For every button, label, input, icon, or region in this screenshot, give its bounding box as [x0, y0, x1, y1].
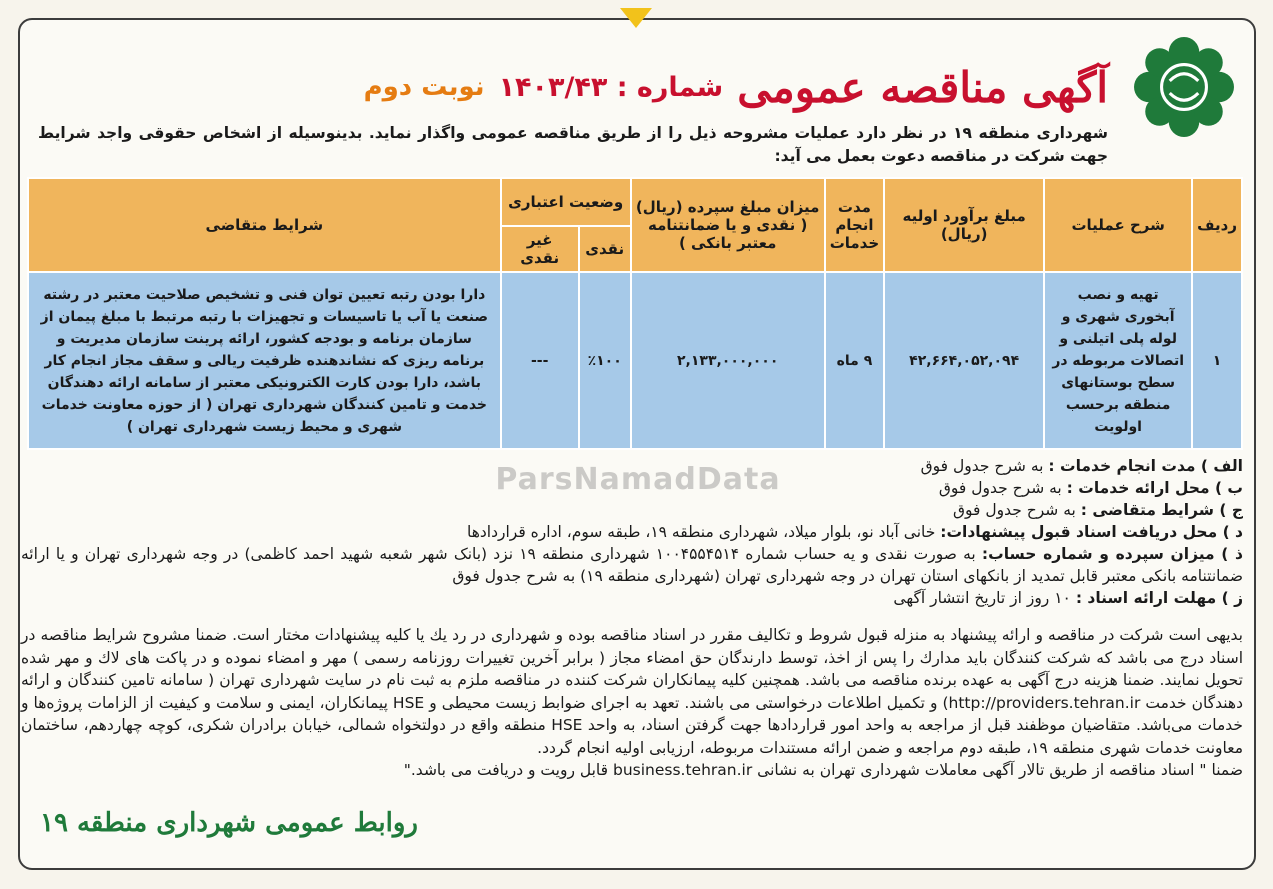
header-deposit: میزان مبلغ سپرده (ریال) ( نقدی و یا ضمانتنامه معتبر بانکی ): [631, 178, 825, 272]
intro-paragraph: [38, 122, 1108, 168]
header-cash: نقدی: [579, 226, 631, 272]
providers-link[interactable]: http://providers.tehran.ir: [948, 693, 1141, 712]
header-description: شرح عملیات: [1044, 178, 1192, 272]
cell-conditions: دارا بودن رتبه تعیین توان فنی و تشخیص صلاحیت معتبر در رشته صنعت یا آب یا تاسیسات و تجهیزات با رتبه مرتبط با مبلغ پیمان از سازمان برنامه و بودجه کشور، ارائه پرینت سازمان مدیریت و برنامه ریزی که نشاندهنده ظرفیت ریالی و سقف مجاز انجام کار باشد، دارا بودن کارت الکترونیکی معتبر از سامانه ارائه دهندگان خدمت و تامین کنندگان شهرداری تهران ( از حوزه معاونت خدمات شهری و محیط زیست شهرداری تهران ): [28, 272, 501, 449]
header-credit-status: وضعیت اعتباری: [501, 178, 631, 226]
municipality-logo-icon: [1133, 36, 1235, 138]
cell-noncash: ---: [501, 272, 579, 449]
business-link[interactable]: business.tehran.ir: [612, 761, 753, 779]
header-estimate: مبلغ برآورد اولیه (ریال): [884, 178, 1044, 272]
cell-duration: ۹ ماه: [825, 272, 884, 449]
table-row: [28, 272, 1242, 449]
arrow-marker-icon: [620, 8, 652, 28]
cell-cash: ٪۱۰۰: [579, 272, 631, 449]
cell-description: تهیه و نصب آبخوری شهری و لوله پلی اتیلنی و اتصالات مربوطه در سطح بوستانهای منطقه برحسب اولویت: [1044, 272, 1192, 449]
clause-item: الف ) مدت انجام خدمات : به شرح جدول فوق: [920, 457, 1243, 475]
public-relations-signature: روابط عمومی شهرداری منطقه ۱۹: [40, 808, 418, 838]
page-title: آگهی مناقصه عمومی: [737, 62, 1108, 112]
body-paragraph: بدیهی است شرکت در مناقصه و ارائه پیشنهاد به منزله قبول شروط و تکالیف مقرر در اسناد مناقصه بوده و شهرداری در رد یك یا کلیه پیشنهادات مختار است. ضمنا مشروح شرایط مناقصه در اسناد درج می باشد که شرکت کنندگان باید مدارك را پس از اخذ، توسط دارندگان حق امضاء مجاز ( برابر آخرین تغییرات روزنامه رسمی ) مهر و امضاء نموده و در پاکت های لاك و مهر شده تحویل نمایند. ضمنا هزینه درج آگهی به عهده برنده مناقصه می باشد. همچنین کلیه پیمانکاران شرکت کننده در مناقصه ملزم به ثبت نام در سایت شهرداری تهران ( سامانه تامین کنندگان و ارائه دهندگان خدمت http://providers.tehran.ir) و تکمیل اطلاعات درخواستی می باشند. تعهد به اجرای ضوابط زیست محیطی و HSE پیمانکاران، ایمنی و سلامت و کیفیت از الزامات پروژه‌ها و خدمات می‌باشد. متقاضیان موظفند قبل از مراجعه به واحد امور قراردادها جهت گرفتن اسناد، به واحد HSE منطقه واقع در دولتخواه شمالی، خیابان برادران شکری، کوچه چهاردهم، ساختمان معاونت خدمات شهری منطقه ۱۹، طبقه دوم مراجعه و ضمن ارائه مستندات مربوطه، ارزیابی اولیه انجام گردد. ضمنا " اسناد مناقصه از طریق تالار آگهی معاملات شهرداری تهران به نشانی business.tehran.ir قابل رویت و دریافت می باشد.": [21, 626, 1243, 779]
notice-round: نوبت دوم: [363, 72, 485, 102]
intro-municipality: شهرداری منطقه ۱۹: [953, 124, 1108, 142]
cell-row-number: ۱: [1192, 272, 1242, 449]
header-row-number: ردیف: [1192, 178, 1242, 272]
cell-deposit: ۲,۱۳۳,۰۰۰,۰۰۰: [631, 272, 825, 449]
cell-estimate: ۴۲,۶۶۴,۰۵۲,۰۹۴: [884, 272, 1044, 449]
header-duration: مدت انجام خدمات: [825, 178, 884, 272]
clause-item: ذ ) میزان سپرده و شماره حساب: به صورت نقدی و یه حساب شماره ۱۰۰۴۵۵۴۵۱۴ شهرداری منطقه ۱۹ نزد (بانک شهر شعبه شهید احمد کاظمی) در وجه شهرداری تهران و یا ارائه ضمانتنامه بانکی معتبر قابل تمدید از بانکهای استان تهران در وجه شهرداری تهران (شهرداری منطقه ۱۹) به شرح جدول فوق: [21, 545, 1243, 585]
clauses-list: [21, 455, 1243, 609]
clause-item: ب ) محل ارائه خدمات : به شرح جدول فوق: [938, 479, 1243, 497]
title-row: [108, 52, 1108, 122]
intro-text: در نظر دارد عملیات مشروحه ذیل را از طریق مناقصه عمومی واگذار نماید. بدینوسیله از اشخاص حقوقی واجد شرایط جهت شرکت در مناقصه دعوت بعمل می آید:: [38, 124, 1108, 165]
watermark-brand: ParsNamadData: [495, 462, 781, 497]
clause-item: ز ) مهلت ارائه اسناد : ۱۰ روز از تاریخ انتشار آگهی: [893, 589, 1243, 607]
header-conditions: شرایط متقاضی: [28, 178, 501, 272]
clause-item: ج ) شرایط متقاضی : به شرح جدول فوق: [952, 501, 1243, 519]
tender-table: [27, 177, 1243, 450]
notice-number: شماره : ۱۴۰۳/۴۳: [498, 71, 724, 103]
header-noncash: غیر نقدی: [501, 226, 579, 272]
clause-item: د ) محل دریافت اسناد قبول پیشنهادات: خانی آباد نو، بلوار میلاد، شهرداری منطقه ۱۹، طبقه سوم، اداره قراردادها: [466, 523, 1243, 541]
